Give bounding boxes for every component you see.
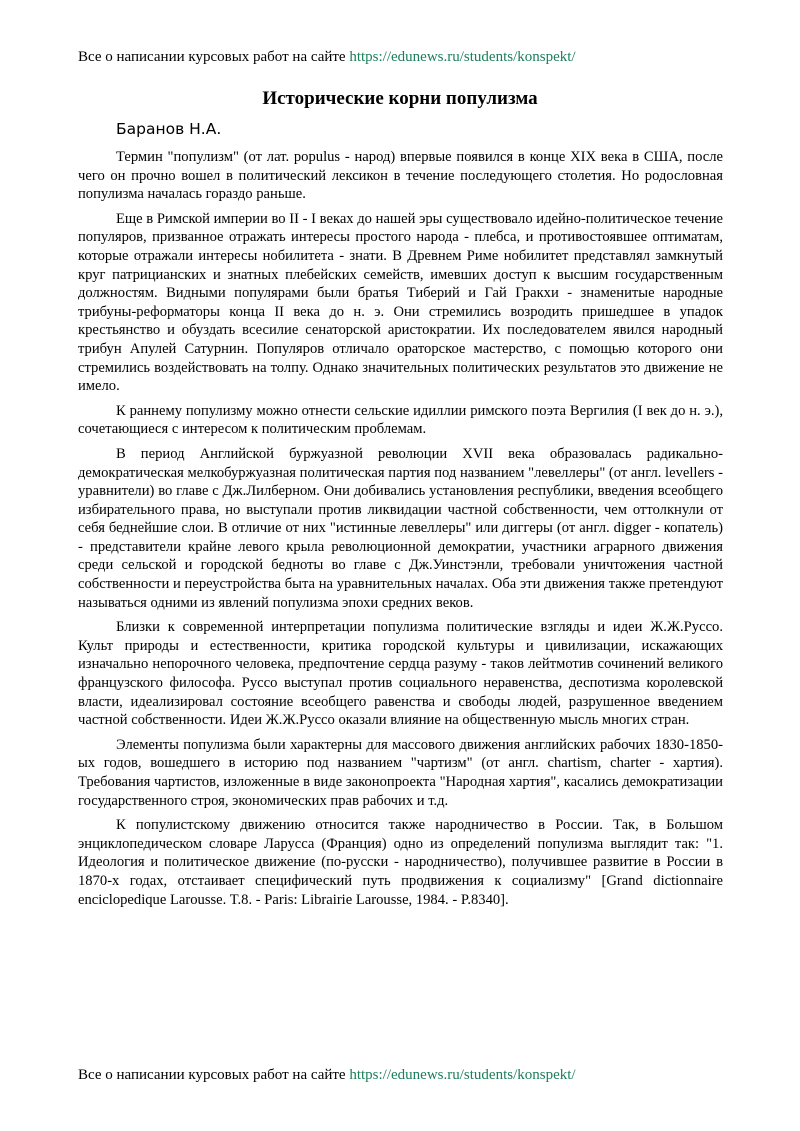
paragraph: Еще в Римской империи во II - I веках до нашей эры существовало идейно-политическое течение популяров, призванное отражать интересы простого народа - плебса, и противостоявшее оптиматам, которые отражали интересы нобилитета - знати. В Древнем Риме нобилитет представлял замкнутый круг патрицианских и знатных плебейских семейств, имевших доступ к высшим государственным должностям. Видными популярами были братья Тиберий и Гай Гракхи - знаменитые народные трибуны-реформаторы конца II века до н. э. Они стремились возродить пришедшее в упадок крестьянство и обуздать всесилие сенаторской аристократии. Их последователем явился народный трибун Апулей Сатурнин. Популяров отличало ораторское мастерство, с помощью которого они стремились воздействовать на толпу. Однако значительных политических результатов это движение не имело. <box>78 210 723 395</box>
paragraph: К популистскому движению относится также народничество в России. Так, в Большом энциклопедическом словаре Ларусса (Франция) одно из определений популизма выглядит так: "1. Идеология и политическое движение (по-русски - народничество), получившее развитие в России в 1870-х годах, отстаивает специфический путь продвижения к социализму" [Grand dictionnaire enciclopedique Larousse. T.8. - Paris: Librairie Larousse, 1984. - P.8340]. <box>78 817 723 908</box>
footer-link[interactable]: https://edunews.ru/students/konspekt/ <box>349 1067 576 1083</box>
footer-text: Все о написании курсовых работ на сайте <box>78 1067 350 1083</box>
paragraph: Близки к современной интерпретации популизма политические взгляды и идеи Ж.Ж.Руссо. Культ природы и естественности, критика городской культуры и цивилизации, искажающих изначально непорочного человека, предпочтение сердца разуму - таков лейтмотив сочинений великого французского философа. Руссо выступал против социального неравенства, деспотизма королевской власти, идеализировал состояние всеобщего равенства и свободы людей, разрушенное введением частной собственности. Идеи Ж.Ж.Руссо оказали влияние на общественную мысль многих стран. <box>78 619 723 729</box>
paragraph: Элементы популизма были характерны для массового движения английских рабочих 1830-1850-ых годов, вошедшего в историю под названием "чартизм" (от англ. chartism, charter - хартия). Требования чартистов, изложенные в виде законопроекта "Народная хартия", касались демократизации государственного строя, экономических прав рабочих и т.д. <box>78 736 723 809</box>
page-header <box>78 48 576 66</box>
document-title: Исторические корни популизма <box>262 88 538 109</box>
document-author: Баранов Н.А. <box>116 120 222 138</box>
paragraph: В период Английской буржуазной революции XVII века образовалась радикально-демократическая мелкобуржуазная политическая партия под названием "левеллеры" (от англ. levellers - уравнители) во главе с Дж.Лилберном. Они добивались установления республики, введения всеобщего избирательного права, но выступали против ликвидации частной собственности, чем оттолкнули от себя беднейшие слои. В отличие от них "истинные левеллеры" или диггеры (от англ. digger - копатель) - представители крайне левого крыла революционной демократии, участники аграрного движения среди сельской и городской бедноты во главе с Дж.Уинстэнли, требовали уничтожения частной собственности и переустройства быта на уравнительных началах. Оба эти движения также претендуют называться одними из явлений популизма эпохи средних веков. <box>78 445 723 611</box>
header-text: Все о написании курсовых работ на сайте <box>78 49 350 65</box>
paragraph: Термин "популизм" (от лат. populus - народ) впервые появился в конце XIX века в США, после чего он прочно вошел в политический лексикон в течение последующего столетия. Но родословная популизма началась гораздо раньше. <box>78 149 723 203</box>
document-body <box>78 148 723 915</box>
header-link[interactable]: https://edunews.ru/students/konspekt/ <box>349 49 576 65</box>
page-footer <box>78 1066 576 1084</box>
paragraph: К раннему популизму можно отнести сельские идиллии римского поэта Вергилия (I век до н. э.), сочетающиеся с интересом к политическим проблемам. <box>78 402 723 438</box>
